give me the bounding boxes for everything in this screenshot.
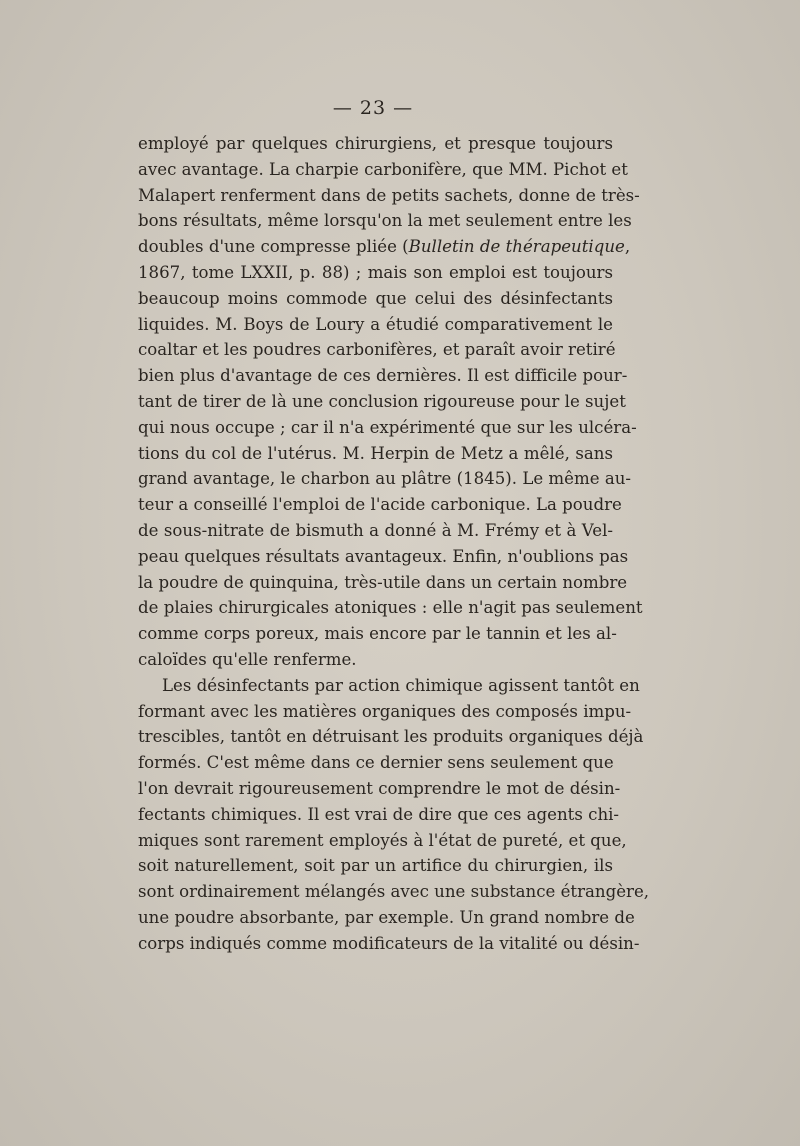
text-line: sont ordinairement mélangés avec une substance étrangère, [138,882,650,902]
text-line: une poudre absorbante, par exemple. Un grand nombre de [138,907,635,927]
text-line: tant de tirer de là une conclusion rigoureuse pour le sujet [138,391,626,411]
text-line: beaucoup moins commode que celui des désinfectants [138,288,613,308]
text-line: fectants chimiques. Il est vrai de dire que ces agents chi- [138,804,620,824]
text-line: Malapert renferment dans de petits sachets, donne de très- [138,185,640,205]
text-line: formant avec les matières organiques des composés impu- [138,701,632,721]
text-line: tions du col de l'utérus. M. Herpin de Metz a mêlé, sans [138,443,613,463]
text-line: liquides. M. Boys de Loury a étudié comparativement le [138,314,613,334]
text-line: corps indiqués comme modificateurs de la vitalité ou désin- [138,933,640,953]
text-line: employé par quelques chirurgiens, et presque toujours [138,134,613,153]
text-line: caloïdes qu'elle renferme. [138,649,357,669]
text-line: grand avantage, le charbon au plâtre (1845). Le même au- [138,469,631,489]
text-line: soit naturellement, soit par un artifice du chirurgien, ils [138,856,613,876]
body-text [138,131,650,957]
text-line: de sous-nitrate de bismuth a donné à M. Frémy et à Vel- [138,520,613,540]
text-line: miques sont rarement employés à l'état de pureté, et que, [138,830,627,850]
text-line: qui nous occupe ; car il n'a expérimenté que sur les ulcéra- [138,417,637,437]
text-line: l'on devrait rigoureusement comprendre le mot de désin- [138,778,621,798]
text-line: la poudre de quinquina, très-utile dans un certain nombre [138,572,628,592]
text-line: trescibles, tantôt en détruisant les produits organiques déjà [138,727,644,747]
text-line: doubles d'une compresse pliée (Bulletin de thérapeutique, [138,237,631,257]
text-line: bien plus d'avantage de ces dernières. Il est difficile pour- [138,366,628,386]
page-number: — 23 — [332,97,414,119]
text-line: teur a conseillé l'emploi de l'acide carbonique. La poudre [138,495,622,515]
text-line: de plaies chirurgicales atoniques : elle n'agit pas seulement [138,598,643,618]
text-line: peau quelques résultats avantageux. Enfin, n'oublions pas [138,546,629,566]
text-line: bons résultats, même lorsqu'on la met seulement entre les [138,211,632,231]
text-line: 1867, tome LXXII, p. 88) ; mais son emploi est toujours [138,262,613,282]
text-line: comme corps poreux, mais encore par le tannin et les al- [138,624,617,644]
text-line: Les désinfectants par action chimique agissent tantôt en [162,675,640,695]
text-line: avec avantage. La charpie carbonifère, que MM. Pichot et [138,159,628,179]
text-line: formés. C'est même dans ce dernier sens seulement que [138,753,614,773]
text-line: coaltar et les poudres carbonifères, et paraît avoir retiré [138,340,616,360]
journal-title: Bulletin de thérapeutique [408,237,625,257]
